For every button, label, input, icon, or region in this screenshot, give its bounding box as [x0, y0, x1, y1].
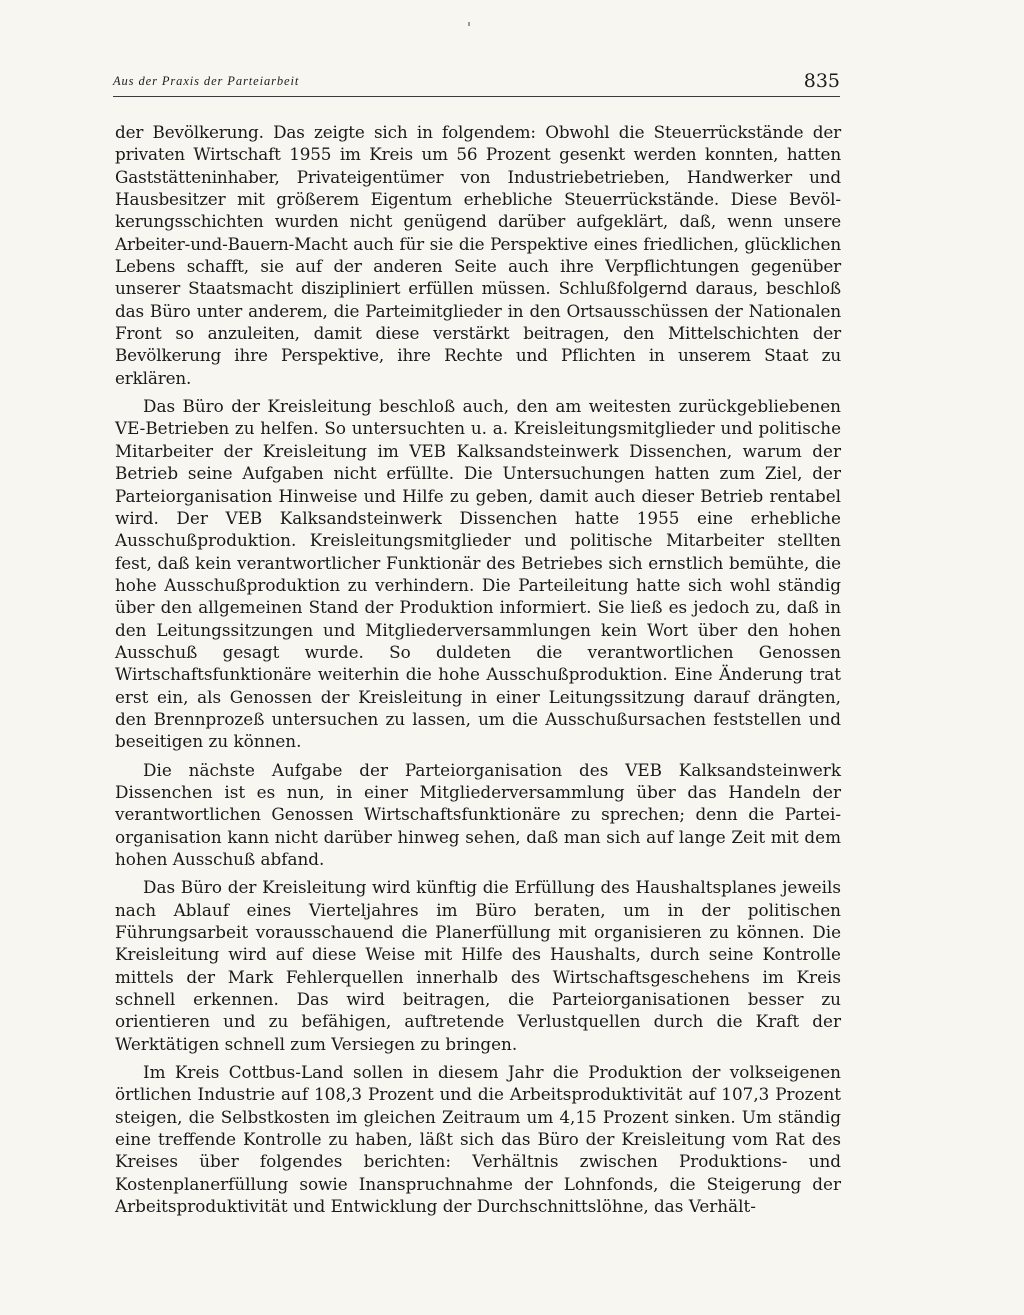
page-header: [113, 72, 840, 97]
paragraph-3: Die nächste Aufgabe der Parteiorganisation des VEB Kalksandsteinwerk Dissenchen ist es nun, in einer Mitgliederversammlung über das Handeln der verantwortlichen Genossen Wirtschaftsfunktionäre zu sprechen; denn die Parteiorganisation kann nicht darüber hinweg sehen, daß man sich auf lange Zeit mit dem hohen Ausschuß abfand.: [115, 759, 841, 869]
paragraph-5: Im Kreis Cottbus-Land sollen in diesem Jahr die Produktion der volkseigenen örtlichen Industrie auf 108,3 Prozent und die Arbeitsproduktivität auf 107,3 Prozent steigen, die Selbstkosten im gleichen Zeitraum um 4,15 Prozent sinken. Um ständig eine treffende Kontrolle zu haben, läßt sich das Büro der Kreisleitung vom Rat des Kreises über folgendes berichten: Verhältnis zwischen Produktions- und Kostenplanerfüllung sowie Inanspruchnahme der Lohnfonds, die Steigerung der Arbeitsproduktivität und Entwicklung der Durchschnittslöhne, das Verhält-: [115, 1062, 841, 1217]
paragraph-2: Das Büro der Kreisleitung beschloß auch, den am weitesten zurückgebliebenen VE-Betrieben zu helfen. So untersuchten u. a. Kreisleitungsmitglieder und politische Mitarbeiter der Kreisleitung im VEB Kalksandsteinwerk Dissenchen, warum der Betrieb seine Aufgaben nicht erfüllte. Die Untersuchungen hatten zum Ziel, der Parteiorganisation Hinweise und Hilfe zu geben, damit auch dieser Betrieb rentabel wird. Der VEB Kalksandsteinwerk Dissenchen hatte 1955 eine erhebliche Ausschußproduktion. Kreisleitungsmitglieder und politische Mitarbeiter stellten fest, daß kein verantwortlicher Funktionär des Betriebes sich ernstlich bemühte, die hohe Ausschußproduktion zu verhindern. Die Parteileitung hatte sich wohl ständig über den allgemeinen Stand der Produktion informiert. Sie ließ es jedoch zu, daß in den Leitungssitzungen und Mitgliederversammlungen kein Wort über den hohen Ausschuß gesagt wurde. So duldeten die verantwortlichen Genossen Wirtschaftsfunktionäre weiterhin die hohe Ausschußproduktion. Eine Änderung trat erst ein, als Genossen der Kreisleitung in einer Leitungssitzung darauf drängten, den Brennprozeß untersuchen zu lassen, um die Ausschußursachen feststellen und beseitigen zu können.: [115, 396, 841, 752]
scan-speck: [468, 22, 470, 26]
body-text: [115, 121, 841, 1218]
page-number: 835: [803, 70, 840, 92]
running-title: Aus der Praxis der Parteiarbeit: [113, 74, 300, 88]
paragraph-4: Das Büro der Kreisleitung wird künftig die Erfüllung des Haushaltsplanes jeweils nach Ablauf eines Vierteljahres im Büro beraten, um in der politischen Führungsarbeit vorausschauend die Planerfüllung mit organisieren zu können. Die Kreisleitung wird auf diese Weise mit Hilfe des Haushalts, durch seine Kontrolle mittels der Mark Fehlerquellen innerhalb des Wirtschaftsgeschehens im Kreis schnell erkennen. Das wird beitragen, die Parteiorganisationen besser zu orientieren und zu befähigen, auftretende Verlustquellen durch die Kraft der Werktätigen schnell zum Versiegen zu bringen.: [115, 877, 841, 1054]
paragraph-1: der Bevölkerung. Das zeigte sich in folgendem: Obwohl die Steuerrückstände der privaten Wirtschaft 1955 im Kreis um 56 Prozent gesenkt werden konnten, hatten Gaststätteninhaber, Privateigentümer von Industriebetrieben, Handwerker und Hausbesitzer mit größerem Eigentum erhebliche Steuerrückstände. Diese Bevölkerungsschichten wurden nicht genügend darüber aufgeklärt, daß, wenn unsere Arbeiter-und-Bauern-Macht auch für sie die Perspektive eines friedlichen, glücklichen Lebens schafft, sie auf der anderen Seite auch ihre Verpflichtungen gegenüber unserer Staatsmacht diszipliniert erfüllen müssen. Schlußfolgernd daraus, beschloß das Büro unter anderem, die Parteimitglieder in den Ortsausschüssen der Nationalen Front so anzuleiten, damit diese verstärkt beitragen, den Mittelschichten der Bevölkerung ihre Perspektive, ihre Rechte und Pflichten in unserem Staat zu erklären.: [115, 122, 841, 388]
